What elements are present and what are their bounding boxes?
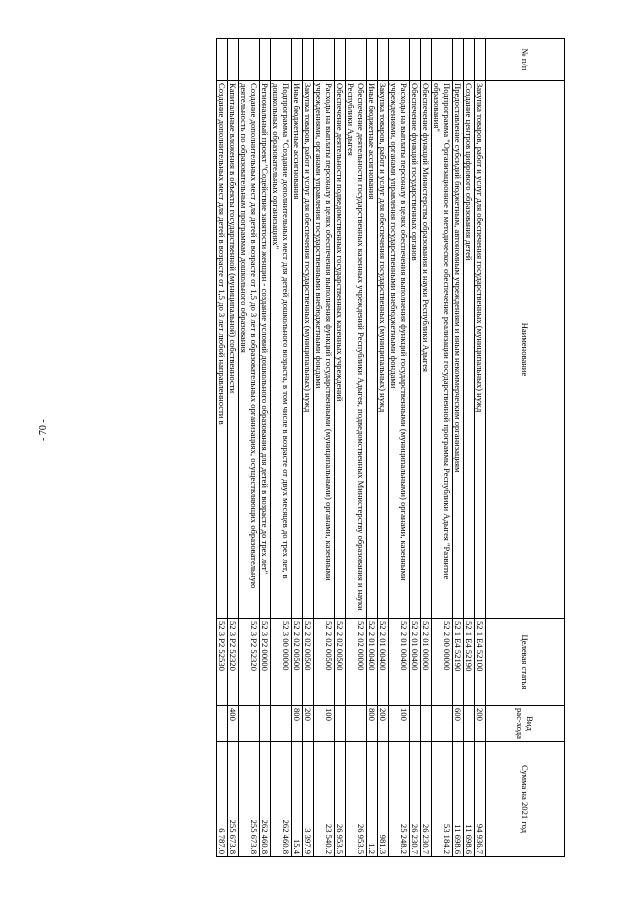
table-row xyxy=(389,39,410,857)
cell-vid: 600 xyxy=(453,706,464,742)
cell-sum: 262 460.8 xyxy=(260,742,271,857)
cell-vid: 200 xyxy=(378,706,389,742)
cell-sum: 26 953.5 xyxy=(346,742,367,857)
table-row xyxy=(367,39,378,857)
cell-vid xyxy=(464,706,475,742)
cell-num xyxy=(410,39,421,81)
cell-code: 52 2 02 00500 xyxy=(335,619,346,706)
table-row xyxy=(346,39,367,857)
table-row xyxy=(475,39,486,857)
cell-vid xyxy=(410,706,421,742)
cell-code: 52 2 02 00000 xyxy=(346,619,367,706)
cell-sum: 26 230.7 xyxy=(421,742,432,857)
cell-name: Капитальные вложения в объекты государственной (муниципальной) собственности xyxy=(228,81,239,619)
cell-sum: 11 698.6 xyxy=(453,742,464,857)
rotated-table-container xyxy=(216,38,565,856)
cell-code: 52 1 E4 52190 xyxy=(464,619,475,706)
cell-vid: 400 xyxy=(228,706,239,742)
cell-code: 52 2 01 00400 xyxy=(389,619,410,706)
cell-num xyxy=(346,39,367,81)
cell-sum: 23 540.2 xyxy=(314,742,335,857)
cell-num xyxy=(271,39,292,81)
table-row xyxy=(292,39,303,857)
cell-vid: 800 xyxy=(367,706,378,742)
header-num: № п/п xyxy=(486,39,565,81)
table-row xyxy=(421,39,432,857)
page-number: - 70 - xyxy=(38,419,49,441)
cell-sum: 6 787.0 xyxy=(217,742,228,857)
cell-num xyxy=(335,39,346,81)
cell-code: 52 1 E4 52100 xyxy=(475,619,486,706)
cell-num xyxy=(292,39,303,81)
cell-name: Обеспечение функций государственных органов xyxy=(410,81,421,619)
cell-name: Создание центров цифрового образования детей xyxy=(464,81,475,619)
cell-sum: 255 673.8 xyxy=(228,742,239,857)
cell-name: Иные бюджетные ассигнования xyxy=(292,81,303,619)
table-row xyxy=(464,39,475,857)
table-row xyxy=(432,39,453,857)
table-row xyxy=(217,39,228,857)
header-sum: Сумма на 2021 год xyxy=(486,742,565,857)
cell-vid: 200 xyxy=(475,706,486,742)
cell-name: Расходы на выплаты персоналу в целях обеспечения выполнения функций государственными (муниципальными) органами, казенными учреждениями, органами управления государственными внебюджетными фондами xyxy=(389,81,410,619)
cell-code: 52 2 02 00500 xyxy=(292,619,303,706)
table-row xyxy=(239,39,260,857)
cell-vid xyxy=(432,706,453,742)
cell-code: 52 2 00 00000 xyxy=(432,619,453,706)
cell-code: 52 3 P2 52320 xyxy=(239,619,260,706)
cell-name: Региональный проект "Содействие занятости женщин - создание условий дошкольного образования для детей в возрасте до трех лет" xyxy=(260,81,271,619)
cell-sum: 981.3 xyxy=(378,742,389,857)
cell-num xyxy=(314,39,335,81)
cell-sum: 94 936.7 xyxy=(475,742,486,857)
cell-name: Закупка товаров, работ и услуг для обеспечения государственных (муниципальных) нужд xyxy=(475,81,486,619)
table-row xyxy=(335,39,346,857)
cell-name: Предоставление субсидий бюджетным, автономным учреждениям и иным некоммерческим организациям xyxy=(453,81,464,619)
cell-num xyxy=(475,39,486,81)
cell-sum: 3 397.9 xyxy=(303,742,314,857)
cell-sum: 26 953.5 xyxy=(335,742,346,857)
cell-vid: 100 xyxy=(389,706,410,742)
cell-num xyxy=(389,39,410,81)
cell-code: 52 2 01 00000 xyxy=(421,619,432,706)
cell-code: 52 2 01 00400 xyxy=(378,619,389,706)
cell-code: 52 3 P2 00000 xyxy=(260,619,271,706)
table-row xyxy=(378,39,389,857)
cell-vid xyxy=(346,706,367,742)
table-row xyxy=(314,39,335,857)
cell-vid xyxy=(271,706,292,742)
budget-table xyxy=(216,38,565,857)
cell-num xyxy=(464,39,475,81)
cell-num xyxy=(378,39,389,81)
cell-code: 52 3 P2 52530 xyxy=(217,619,228,706)
cell-code: 52 2 02 00500 xyxy=(303,619,314,706)
cell-name: Иные бюджетные ассигнования xyxy=(367,81,378,619)
cell-code: 52 1 E4 52190 xyxy=(453,619,464,706)
cell-num xyxy=(432,39,453,81)
cell-vid xyxy=(239,706,260,742)
cell-num xyxy=(303,39,314,81)
cell-vid xyxy=(421,706,432,742)
cell-sum: 53 184.2 xyxy=(432,742,453,857)
cell-name: Закупка товаров, работ и услуг для обеспечения государственных (муниципальных) нужд xyxy=(303,81,314,619)
cell-name: Подпрограмма "Создание дополнительных мест для детей дошкольного возраста, в том числе в возрасте от двух месяцев до трех лет, в дошкольных образовательных организациях" xyxy=(271,81,292,619)
cell-code: 52 2 02 00500 xyxy=(314,619,335,706)
table-header-row xyxy=(486,39,565,857)
cell-sum: 1.2 xyxy=(367,742,378,857)
cell-sum: 26 230.7 xyxy=(410,742,421,857)
cell-code: 52 2 01 00400 xyxy=(410,619,421,706)
header-vid: Вид рас-хода xyxy=(486,706,565,742)
cell-vid: 100 xyxy=(314,706,335,742)
table-row xyxy=(271,39,292,857)
header-code: Целевая статья xyxy=(486,619,565,706)
cell-sum: 15.4 xyxy=(292,742,303,857)
cell-vid xyxy=(260,706,271,742)
table-row xyxy=(410,39,421,857)
cell-name: Создание дополнительных мест для детей в возрасте от 1,5 до 3 лет в образовательных организациях, осуществляющих образовательную деятельность по образовательным программам дошкольного образования xyxy=(239,81,260,619)
cell-vid: 200 xyxy=(303,706,314,742)
table-row xyxy=(303,39,314,857)
cell-name: Обеспечение функций Министерства образования и науки Республики Адыгея xyxy=(421,81,432,619)
cell-code: 52 3 P2 52320 xyxy=(228,619,239,706)
cell-name: Подпрограмма "Организационное и методическое обеспечение реализации государственной программы Республики Адыгея "Развитие образования" xyxy=(432,81,453,619)
cell-code: 52 2 01 00400 xyxy=(367,619,378,706)
cell-sum: 262 460.8 xyxy=(271,742,292,857)
table-body xyxy=(217,39,486,857)
cell-name: Обеспечение деятельности государственных казенных учреждений Республики Адыгея, подведомственных Министерству образования и науки Республики Адыгея xyxy=(346,81,367,619)
header-name: Наименование xyxy=(486,81,565,619)
cell-name: Закупка товаров, работ и услуг для обеспечения государственных (муниципальных) нужд xyxy=(378,81,389,619)
cell-name: Обеспечение деятельности подведомственных государственных казенных учреждений xyxy=(335,81,346,619)
cell-vid: 800 xyxy=(292,706,303,742)
cell-num xyxy=(421,39,432,81)
cell-num xyxy=(260,39,271,81)
cell-num xyxy=(367,39,378,81)
cell-sum: 25 248.2 xyxy=(389,742,410,857)
cell-name: Создание дополнительных мест для детей в возрасте от 1,5 до 3 лет любой направленности в xyxy=(217,81,228,619)
cell-num xyxy=(228,39,239,81)
cell-num xyxy=(453,39,464,81)
cell-sum: 255 673.8 xyxy=(239,742,260,857)
cell-num xyxy=(217,39,228,81)
cell-vid xyxy=(335,706,346,742)
table-row xyxy=(260,39,271,857)
table-row xyxy=(228,39,239,857)
cell-vid xyxy=(217,706,228,742)
cell-name: Расходы на выплаты персоналу в целях обеспечения выполнения функций государственными (муниципальными) органами, казенными учреждениями, органами управления государственными внебюджетными фондами xyxy=(314,81,335,619)
cell-sum: 11 698.6 xyxy=(464,742,475,857)
cell-code: 52 3 00 00000 xyxy=(271,619,292,706)
table-row xyxy=(453,39,464,857)
cell-num xyxy=(239,39,260,81)
